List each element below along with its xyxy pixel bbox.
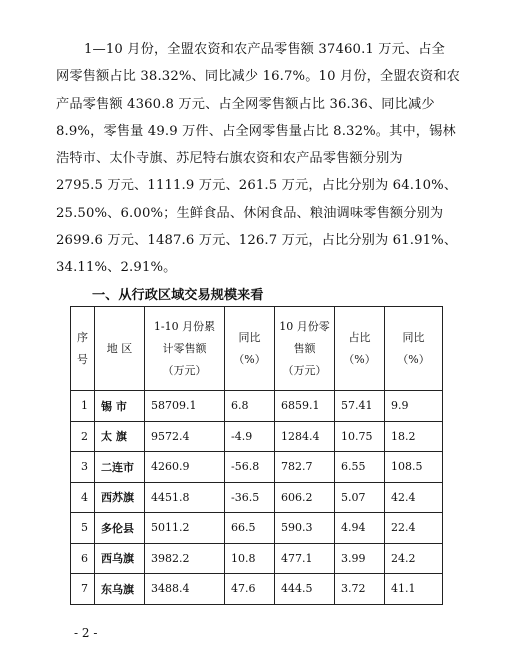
table-cell: 22.4 — [385, 513, 443, 544]
table-body — [71, 391, 443, 605]
table-header-cell: 1-10 月份累 计零售额 （万元） — [145, 307, 225, 391]
table-row — [71, 421, 443, 452]
table-header-cell: 同比 （%） — [225, 307, 275, 391]
region-cell: 锡 市 — [95, 391, 145, 422]
table-cell: 58709.1 — [145, 391, 225, 422]
table-header-row — [71, 307, 443, 391]
table-cell: 57.41 — [335, 391, 385, 422]
table-cell: 1 — [71, 391, 95, 422]
paragraph-line: 产品零售额 4360.8 万元、占全网零售额占比 36.36、同比减少 — [56, 96, 435, 112]
table-header-cell: 同比 （%） — [385, 307, 443, 391]
paragraph-line: 34.11%、2.91%。 — [56, 260, 177, 276]
table-cell: 24.2 — [385, 543, 443, 574]
region-cell: 西苏旗 — [95, 482, 145, 513]
region-cell: 二连市 — [95, 452, 145, 483]
table-cell: 4260.9 — [145, 452, 225, 483]
paragraph-line: 25.50%、6.00%；生鲜食品、休闲食品、粮油调味零售额分别为 — [56, 205, 444, 221]
table-cell: 7 — [71, 574, 95, 605]
table-cell: 6.8 — [225, 391, 275, 422]
table-header-cell: 10 月份零 售额 （万元） — [275, 307, 335, 391]
table-cell: 2 — [71, 421, 95, 452]
table-cell: 590.3 — [275, 513, 335, 544]
regional-sales-table — [70, 306, 443, 605]
table-cell: 42.4 — [385, 482, 443, 513]
table-cell: 4.94 — [335, 513, 385, 544]
table-row — [71, 452, 443, 483]
region-cell: 太 旗 — [95, 421, 145, 452]
table-row — [71, 513, 443, 544]
table-cell: -36.5 — [225, 482, 275, 513]
table-cell: 3 — [71, 452, 95, 483]
table-cell: 47.6 — [225, 574, 275, 605]
summary-paragraph — [56, 36, 470, 282]
table-cell: 6.55 — [335, 452, 385, 483]
table-cell: 1284.4 — [275, 421, 335, 452]
paragraph-line: 2795.5 万元、1111.9 万元、261.5 万元，占比分别为 64.10%、 — [56, 178, 458, 194]
table-cell: 3982.2 — [145, 543, 225, 574]
table-header-cell: 序 号 — [71, 307, 95, 391]
table-cell: 5 — [71, 513, 95, 544]
paragraph-line: 网零售额占比 38.32%、同比减少 16.7%。10 月份，全盟农资和农 — [56, 69, 461, 85]
table-row — [71, 543, 443, 574]
table-row — [71, 482, 443, 513]
table-cell: 5.07 — [335, 482, 385, 513]
table-cell: 6859.1 — [275, 391, 335, 422]
table-cell: 606.2 — [275, 482, 335, 513]
section-heading: 一、从行政区域交易规模来看 — [92, 288, 264, 303]
region-cell: 西乌旗 — [95, 543, 145, 574]
table-cell: 782.7 — [275, 452, 335, 483]
table-cell: 5011.2 — [145, 513, 225, 544]
paragraph-line: 2699.6 万元、1487.6 万元、126.7 万元，占比分别为 61.91%、 — [56, 233, 458, 249]
paragraph-line: 1—10 月份，全盟农资和农产品零售额 37460.1 万元、占全 — [84, 42, 445, 57]
region-cell: 多伦县 — [95, 513, 145, 544]
table-cell: 9.9 — [385, 391, 443, 422]
table-cell: 4451.8 — [145, 482, 225, 513]
table-cell: 477.1 — [275, 543, 335, 574]
table-cell: 444.5 — [275, 574, 335, 605]
table-cell: 4 — [71, 482, 95, 513]
table-row — [71, 574, 443, 605]
page-number: - 2 - — [74, 626, 98, 640]
table-cell: 18.2 — [385, 421, 443, 452]
table-cell: 41.1 — [385, 574, 443, 605]
table-header-cell: 地 区 — [95, 307, 145, 391]
table-header-cell: 占比 （%） — [335, 307, 385, 391]
table-cell: 10.8 — [225, 543, 275, 574]
table-cell: -4.9 — [225, 421, 275, 452]
table-cell: 6 — [71, 543, 95, 574]
table-row — [71, 391, 443, 422]
paragraph-line: 8.9%，零售量 49.9 万件、占全网零售量占比 8.32%。其中，锡林 — [56, 123, 456, 139]
region-cell: 东乌旗 — [95, 574, 145, 605]
table-cell: 9572.4 — [145, 421, 225, 452]
table-cell: 3488.4 — [145, 574, 225, 605]
table-cell: 66.5 — [225, 513, 275, 544]
table-cell: 3.72 — [335, 574, 385, 605]
table-cell: 3.99 — [335, 543, 385, 574]
table-cell: -56.8 — [225, 452, 275, 483]
table-cell: 10.75 — [335, 421, 385, 452]
paragraph-line: 浩特市、太仆寺旗、苏尼特右旗农资和农产品零售额分别为 — [56, 151, 403, 167]
table-cell: 108.5 — [385, 452, 443, 483]
